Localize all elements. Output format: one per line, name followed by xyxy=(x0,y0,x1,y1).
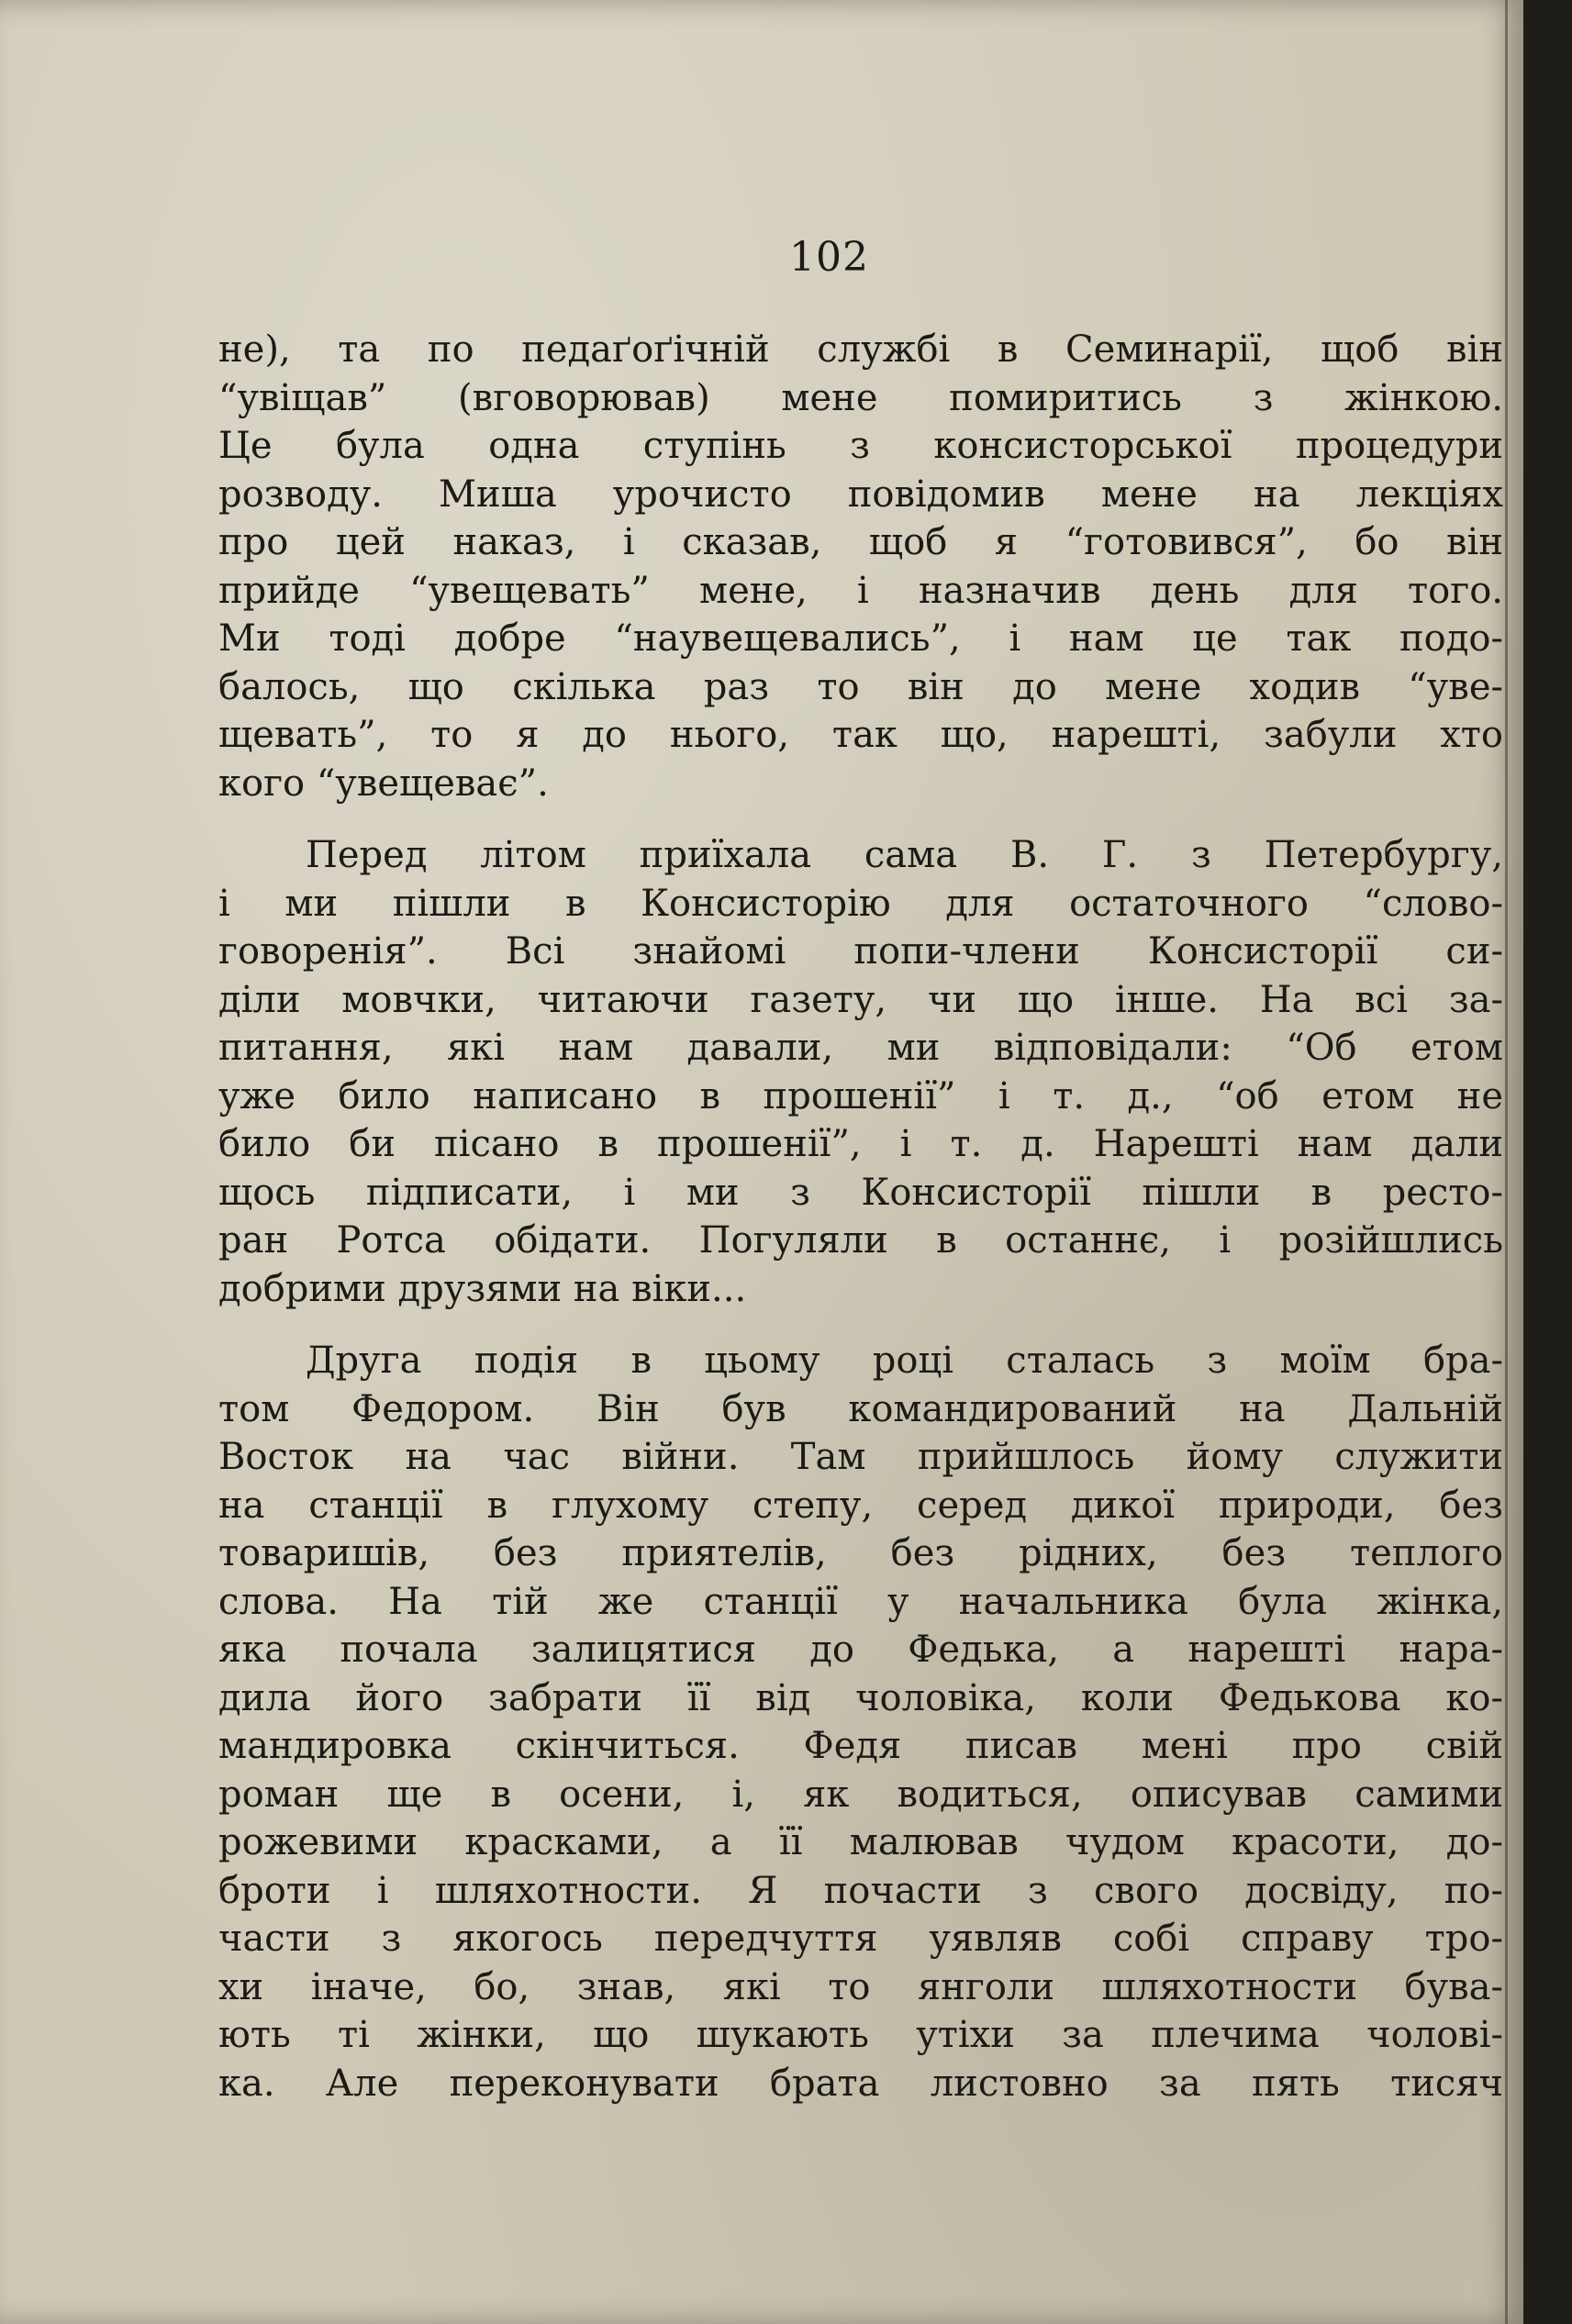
text-line: слова. На тій же станції у начальника була жінка, xyxy=(218,1580,1503,1623)
text-line: ка. Але переконувати брата листовно за пять тисяч xyxy=(218,2062,1503,2105)
text-line: роман ще в осени, і, як водиться, описував самими xyxy=(218,1773,1503,1816)
text-line: том Федором. Він був командирований на Дальній xyxy=(218,1387,1503,1430)
text-line: кого “увещеває”. xyxy=(218,762,549,805)
text-line: Перед літом приїхала сама В. Г. з Петербургу, xyxy=(306,834,1503,876)
paragraph-1 xyxy=(218,326,1503,807)
text-line: броти і шляхотности. Я почасти з свого досвіду, по- xyxy=(218,1869,1503,1912)
page-number: 102 xyxy=(789,234,869,281)
text-line: товаришів, без приятелів, без рідних, без теплого xyxy=(218,1532,1503,1574)
text-line: рожевими красками, а її малював чудом красоти, до- xyxy=(218,1821,1503,1863)
text-line: Це була одна ступінь з консисторської процедури xyxy=(218,425,1503,467)
text-line: діли мовчки, читаючи газету, чи що інше. На всі за- xyxy=(218,978,1503,1021)
text-line: ран Ротса обідати. Погуляли в останнє, і розійшлись xyxy=(218,1219,1503,1262)
text-line: щевать”, то я до нього, так що, нарешті, забули хто xyxy=(218,714,1503,756)
page-edge xyxy=(1505,0,1508,2324)
text-line: Ми тоді добре “наувещевались”, і нам це так подо- xyxy=(218,617,1503,660)
text-line: хи іначе, бо, знав, які то янголи шляхотности бува- xyxy=(218,1965,1503,2008)
text-line: било би пісано в прошенії”, і т. д. Нарешті нам дали xyxy=(218,1123,1503,1165)
text-line: розводу. Миша урочисто повідомив мене на лекціях xyxy=(218,473,1503,516)
text-line: говоренія”. Всі знайомі попи-члени Консисторії си- xyxy=(218,930,1503,973)
paragraph-3 xyxy=(218,1337,1503,2107)
text-line: дила його забрати її від чоловіка, коли Федькова ко- xyxy=(218,1676,1503,1719)
text-line: на станції в глухому степу, серед дикої природи, без xyxy=(218,1484,1503,1527)
text-line: мандировка скінчиться. Федя писав мені про свій xyxy=(218,1725,1503,1767)
text-line: і ми пішли в Консисторію для остаточного “слово- xyxy=(218,882,1503,925)
text-line: Восток на час війни. Там прийшлось йому служити xyxy=(218,1436,1503,1478)
text-line: части з якогось передчуття уявляв собі справу тро- xyxy=(218,1918,1503,1960)
text-line: про цей наказ, і сказав, щоб я “готовився”, бо він xyxy=(218,521,1503,563)
text-line: уже било написано в прошенії” і т. д., “об етом не xyxy=(218,1074,1503,1118)
text-line: питання, які нам давали, ми відповідали: “Об етом xyxy=(218,1027,1503,1069)
text-line: добрими друзями на віки... xyxy=(218,1267,747,1310)
text-line: “увіщав” (вговорював) мене помиритись з жінкою. xyxy=(218,376,1503,419)
text-line: прийде “увещевать” мене, і назначив день для того. xyxy=(218,569,1503,612)
text-line: яка почала залицятися до Федька, а нарешті нара- xyxy=(218,1629,1503,1671)
text-line: ють ті жінки, що шукають утіхи за плечима чолові- xyxy=(218,2014,1503,2056)
paragraph-2 xyxy=(218,831,1503,1313)
text-body xyxy=(218,326,1503,2107)
text-line: балось, що скілька раз то він до мене ходив “уве- xyxy=(218,665,1503,708)
text-line: Друга подія в цьому році сталась з моїм бра- xyxy=(306,1340,1503,1382)
text-line: щось підписати, і ми з Консисторії пішли в ресто- xyxy=(218,1171,1503,1214)
text-line: не), та по педаґоґічній службі в Семинарії, щоб він xyxy=(218,328,1503,371)
